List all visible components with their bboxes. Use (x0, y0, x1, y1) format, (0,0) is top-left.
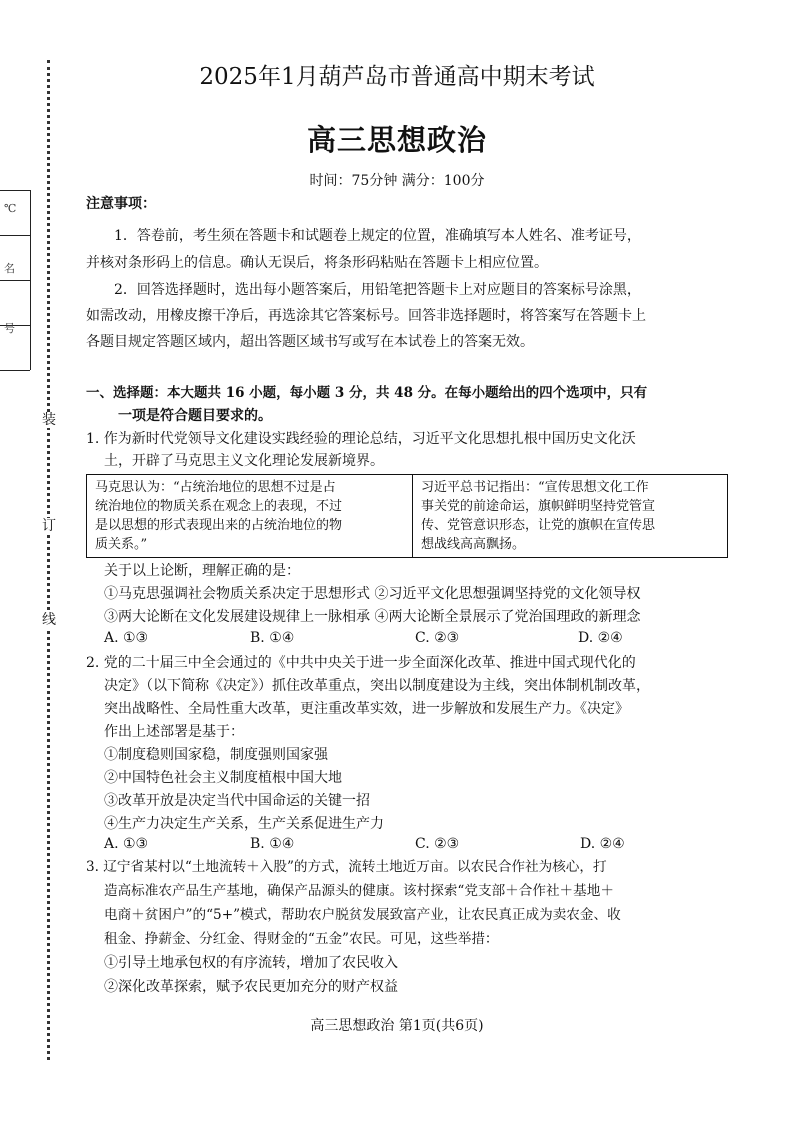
time-score-info: 时间：75分钟 满分：100分 (309, 173, 485, 189)
question-3-item: ②深化改革探索，赋予农民更加充分的财产权益 (104, 979, 398, 995)
question-2-option-b: B. ①④ (250, 836, 295, 852)
quote-marx: 马克思认为：“占统治地位的思想不过是占 统治地位的物质关系在观念上的表现，不过 是以思想的形式表现出来的占统治地位的物 质关系。” (87, 475, 413, 557)
question-1-items: ①马克思强调社会物质关系决定于思想形式 ②习近平文化思想强调坚持党的文化领导权 (104, 586, 641, 602)
question-2-option-a: A. ①③ (104, 836, 149, 852)
question-3-stem: 造高标准农产品生产基地，确保产品源头的健康。该村探索“党支部＋合作社＋基地＋ (104, 883, 614, 899)
question-2-item: ③改革开放是决定当代中国命运的关键一招 (104, 793, 370, 809)
question-2-item: ②中国特色社会主义制度植根中国大地 (104, 770, 342, 786)
student-info-box (0, 190, 31, 370)
question-2-stem: 作出上述部署是基于： (104, 724, 244, 740)
binding-dotted-line (47, 60, 50, 1060)
question-3-stem: 3. 辽宁省某村以“土地流转＋入股”的方式，流转土地近万亩。以农民合作社为核心，打 (86, 859, 607, 875)
exam-title: 2025年1月葫芦岛市普通高中期末考试 (199, 64, 595, 90)
question-1-quote-table (86, 474, 728, 558)
question-1-option-c: C. ②③ (415, 630, 460, 646)
question-2-stem: 决定》（以下简称《决定》）抓住改革重点，突出以制度建设为主线，突出体制机制改革， (104, 678, 650, 694)
question-1-stem: 1. 作为新时代党领导文化建设实践经验的理论总结，习近平文化思想扎根中国历史文化沃 (86, 431, 636, 447)
binding-char-zhuang: 装 (42, 412, 56, 428)
section-heading: 一、选择题：本大题共 16 小题，每小题 3 分，共 48 分。在每小题给出的四个选项中，只有 (86, 385, 648, 401)
question-1-prompt: 关于以上论断，理解正确的是： (104, 563, 300, 579)
question-1-option-b: B. ①④ (250, 630, 295, 646)
question-2-stem: 突出战略性、全局性重大改革，更注重改革实效，进一步解放和发展生产力。《决定》 (104, 701, 629, 717)
question-1-option-a: A. ①③ (104, 630, 149, 646)
question-2-stem: 2. 党的二十届三中全会通过的《中共中央关于进一步全面深化改革、推进中国式现代化的 (86, 655, 636, 671)
question-2-option-d: D. ②④ (580, 836, 625, 852)
note-line: 各题目规定答题区域内，超出答题区域书写或写在本试卷上的答案无效。 (86, 334, 534, 350)
section-heading-cont: 一项是符合题目要求的。 (118, 408, 272, 424)
question-1-option-d: D. ②④ (578, 630, 623, 646)
question-2-item: ①制度稳则国家稳，制度强则国家强 (104, 747, 328, 763)
question-2-option-c: C. ②③ (415, 836, 460, 852)
question-1-items: ③两大论断在文化发展建设规律上一脉相承 ④两大论断全景展示了党治国理政的新理念 (104, 609, 641, 625)
note-line: 如需改动，用橡皮擦干净后，再选涂其它答案标号。回答非选择题时，将答案写在答题卡上 (86, 308, 646, 324)
binding-char-ding: 订 (42, 518, 56, 534)
notes-heading: 注意事项： (86, 196, 156, 212)
subject-title: 高三思想政治 (306, 123, 487, 157)
note-line: 1．答卷前，考生须在答题卡和试题卷上规定的位置，准确填写本人姓名、准考证号， (114, 228, 641, 244)
question-1-stem-cont: 土，开辟了马克思主义文化理论发展新境界。 (104, 453, 384, 469)
question-2-item: ④生产力决定生产关系，生产关系促进生产力 (104, 816, 384, 832)
note-line: 并核对条形码上的信息。确认无误后，将条形码粘贴在答题卡上相应位置。 (86, 255, 548, 271)
side-label: 号 (4, 322, 15, 335)
question-3-stem: 租金、挣薪金、分红金、得财金的“五金”农民。可见，这些举措： (104, 931, 499, 947)
question-3-item: ①引导土地承包权的有序流转，增加了农民收入 (104, 955, 398, 971)
page-footer: 高三思想政治 第1页(共6页) (310, 1018, 484, 1034)
binding-char-xian: 线 (42, 612, 56, 628)
question-3-stem: 电商＋贫困户”的“5+”模式，帮助农户脱贫发展致富产业，让农民真正成为卖农金、收 (104, 907, 621, 923)
quote-xi: 习近平总书记指出：“宣传思想文化工作 事关党的前途命运，旗帜鲜明坚持党管宣 传、党管意识形态，让党的旗帜在宣传思 想战线高高飘扬。 (421, 480, 656, 552)
side-label: ℃ (4, 202, 17, 215)
side-label: 名 (4, 262, 15, 275)
note-line: 2．回答选择题时，选出每小题答案后，用铅笔把答题卡上对应题目的答案标号涂黑， (114, 282, 641, 298)
